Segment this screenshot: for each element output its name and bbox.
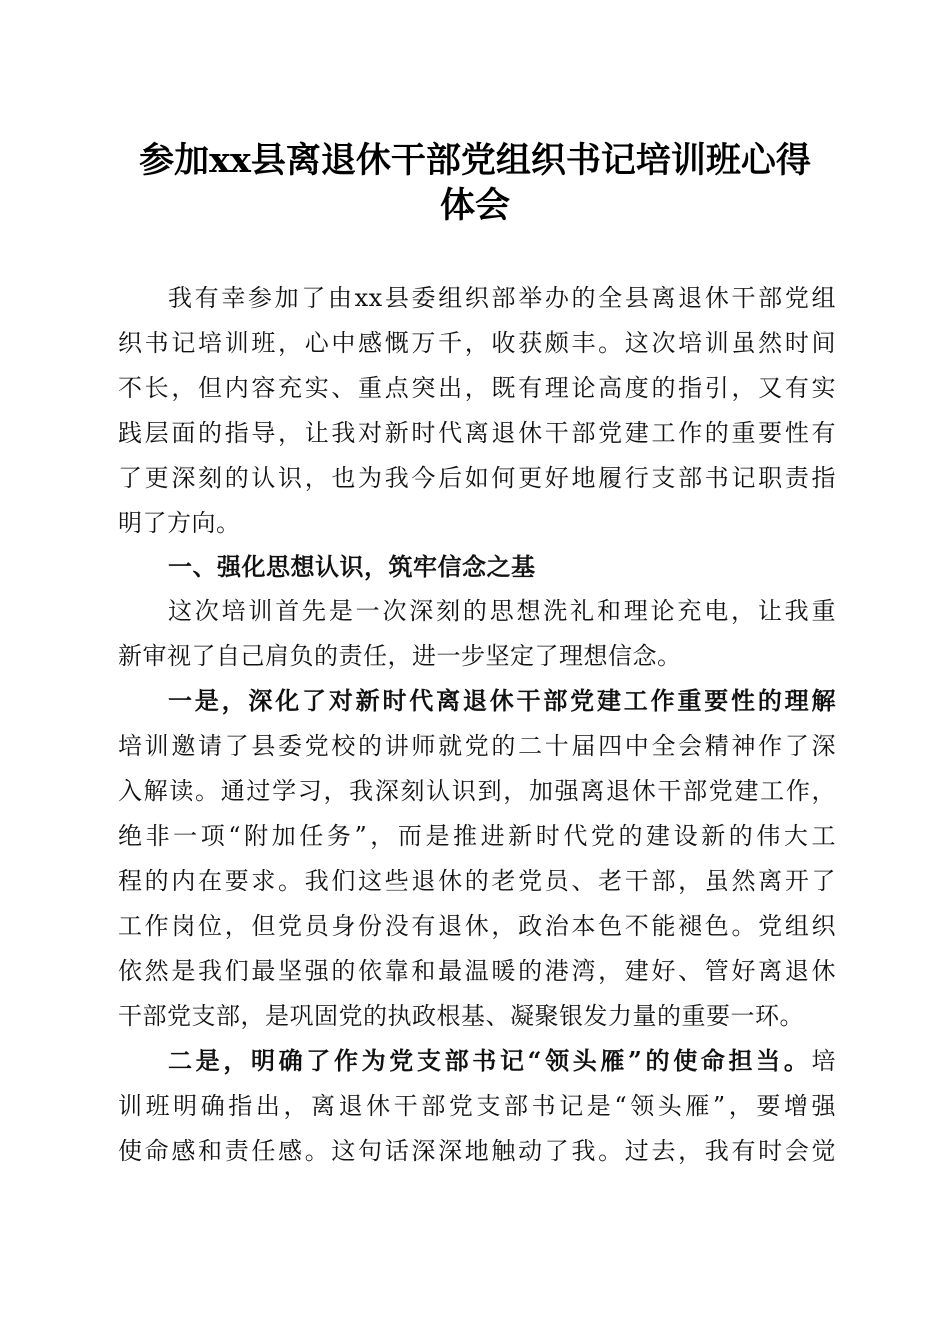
point-line: 依然是我们最坚强的依靠和最温暖的港湾，建好、管好离退休 <box>118 957 836 985</box>
intro-line: 织书记培训班，心中感慨万千，收获颇丰。这次培训虽然时间 <box>118 329 836 357</box>
section-intro-line: 新审视了自己肩负的责任，进一步坚定了理想信念。 <box>118 642 682 670</box>
point-heading-tail: 培 <box>811 1047 836 1075</box>
point-line: 入解读。通过学习，我深刻认识到，加强离退休干部党建工作， <box>118 777 836 805</box>
document-title-line-1: 参加xx县离退休干部党组织书记培训班心得 <box>139 140 811 181</box>
point-line: 培训邀请了县委党校的讲师就党的二十届四中全会精神作了深 <box>118 732 836 760</box>
intro-line: 我有幸参加了由xx县委组织部举办的全县离退休干部党组 <box>168 284 836 312</box>
intro-line: 明了方向。 <box>118 509 241 537</box>
section-intro-line: 这次培训首先是一次深刻的思想洗礼和理论充电，让我重 <box>168 597 836 625</box>
point-heading-line <box>168 1046 836 1076</box>
point-line: 干部党支部，是巩固党的执政根基、凝聚银发力量的重要一环。 <box>118 1002 804 1030</box>
point-line: 使命感和责任感。这句话深深地触动了我。过去，我有时会觉 <box>118 1137 836 1165</box>
point-heading: 一是，深化了对新时代离退休干部党建工作重要性的理解 <box>168 686 836 715</box>
point-line: 绝非一项“附加任务”，而是推进新时代党的建设新的伟大工 <box>118 822 836 850</box>
section-heading: 一、强化思想认识，筑牢信念之基 <box>168 553 536 581</box>
point-line: 工作岗位，但党员身份没有退休，政治本色不能褪色。党组织 <box>118 912 836 940</box>
point-line: 程的内在要求。我们这些退休的老党员、老干部，虽然离开了 <box>118 867 836 895</box>
intro-line: 不长，但内容充实、重点突出，既有理论高度的指引，又有实 <box>118 374 836 402</box>
intro-line: 践层面的指导，让我对新时代离退休干部党建工作的重要性有 <box>118 419 836 447</box>
point-line: 训班明确指出，离退休干部党支部书记是“领头雁”，要增强 <box>118 1092 836 1120</box>
intro-line: 了更深刻的认识，也为我今后如何更好地履行支部书记职责指 <box>118 464 836 492</box>
point-heading: 二是，明确了作为党支部书记“领头雁”的使命担当。 <box>168 1046 812 1075</box>
document-title-line-2: 体会 <box>439 185 510 226</box>
